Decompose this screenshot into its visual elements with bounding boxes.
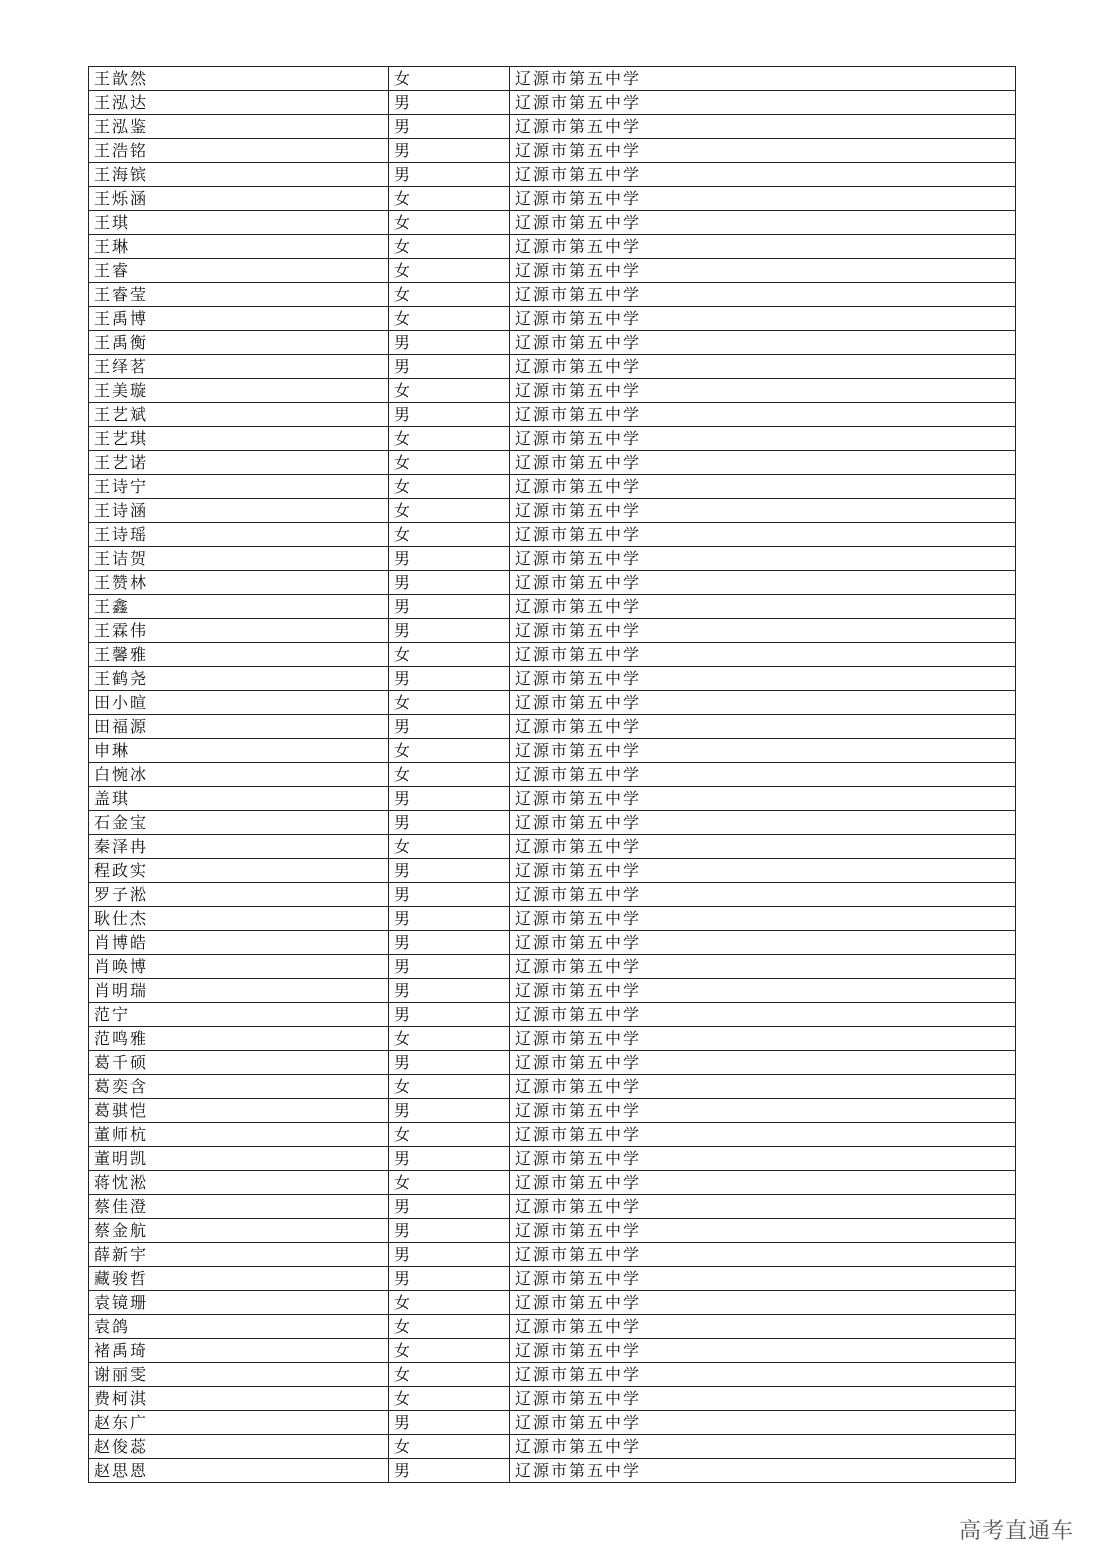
table-row: [89, 1387, 1016, 1411]
gender-cell: 男: [389, 1003, 510, 1027]
table-row: [89, 1459, 1016, 1483]
gender-cell: 女: [389, 1363, 510, 1387]
table-row: [89, 1243, 1016, 1267]
student-roster-table: [88, 66, 1016, 1483]
name-cell: 王鑫: [89, 595, 389, 619]
table-row: [89, 811, 1016, 835]
school-cell: 辽源市第五中学: [510, 619, 1016, 643]
gender-cell: 男: [389, 1243, 510, 1267]
table-row: [89, 187, 1016, 211]
table-row: [89, 355, 1016, 379]
name-cell: 程政实: [89, 859, 389, 883]
name-cell: 蒋忱淞: [89, 1171, 389, 1195]
table-row: [89, 1099, 1016, 1123]
school-cell: 辽源市第五中学: [510, 595, 1016, 619]
school-cell: 辽源市第五中学: [510, 1171, 1016, 1195]
table-row: [89, 595, 1016, 619]
gender-cell: 女: [389, 1123, 510, 1147]
name-cell: 赵俊蕊: [89, 1435, 389, 1459]
table-row: [89, 715, 1016, 739]
school-cell: 辽源市第五中学: [510, 307, 1016, 331]
school-cell: 辽源市第五中学: [510, 283, 1016, 307]
name-cell: 王鹤尧: [89, 667, 389, 691]
gender-cell: 女: [389, 283, 510, 307]
name-cell: 肖博皓: [89, 931, 389, 955]
school-cell: 辽源市第五中学: [510, 1339, 1016, 1363]
table-row: [89, 379, 1016, 403]
name-cell: 肖唤博: [89, 955, 389, 979]
table-row: [89, 547, 1016, 571]
school-cell: 辽源市第五中学: [510, 643, 1016, 667]
name-cell: 王睿: [89, 259, 389, 283]
watermark-text: 高考直通车: [958, 1519, 1074, 1544]
gender-cell: 女: [389, 67, 510, 91]
table-row: [89, 523, 1016, 547]
gender-cell: 男: [389, 115, 510, 139]
gender-cell: 男: [389, 547, 510, 571]
name-cell: 王艺琪: [89, 427, 389, 451]
school-cell: 辽源市第五中学: [510, 883, 1016, 907]
name-cell: 王赞林: [89, 571, 389, 595]
table-row: [89, 1363, 1016, 1387]
table-row: [89, 1003, 1016, 1027]
school-cell: 辽源市第五中学: [510, 811, 1016, 835]
school-cell: 辽源市第五中学: [510, 1243, 1016, 1267]
name-cell: 申琳: [89, 739, 389, 763]
table-row: [89, 115, 1016, 139]
table-row: [89, 139, 1016, 163]
school-cell: 辽源市第五中学: [510, 1411, 1016, 1435]
table-row: [89, 1147, 1016, 1171]
gender-cell: 男: [389, 1051, 510, 1075]
table-row: [89, 451, 1016, 475]
gender-cell: 女: [389, 475, 510, 499]
name-cell: 王琪: [89, 211, 389, 235]
name-cell: 薛新宇: [89, 1243, 389, 1267]
table-row: [89, 643, 1016, 667]
school-cell: 辽源市第五中学: [510, 1459, 1016, 1483]
school-cell: 辽源市第五中学: [510, 955, 1016, 979]
gender-cell: 男: [389, 907, 510, 931]
school-cell: 辽源市第五中学: [510, 115, 1016, 139]
school-cell: 辽源市第五中学: [510, 1315, 1016, 1339]
school-cell: 辽源市第五中学: [510, 1027, 1016, 1051]
gender-cell: 男: [389, 571, 510, 595]
school-cell: 辽源市第五中学: [510, 1435, 1016, 1459]
school-cell: 辽源市第五中学: [510, 1219, 1016, 1243]
table-row: [89, 1291, 1016, 1315]
school-cell: 辽源市第五中学: [510, 379, 1016, 403]
gender-cell: 女: [389, 259, 510, 283]
name-cell: 王禹衡: [89, 331, 389, 355]
table-row: [89, 787, 1016, 811]
name-cell: 王泓鉴: [89, 115, 389, 139]
table-row: [89, 691, 1016, 715]
school-cell: 辽源市第五中学: [510, 1291, 1016, 1315]
gender-cell: 男: [389, 355, 510, 379]
gender-cell: 女: [389, 187, 510, 211]
name-cell: 秦泽冉: [89, 835, 389, 859]
school-cell: 辽源市第五中学: [510, 547, 1016, 571]
school-cell: 辽源市第五中学: [510, 187, 1016, 211]
gender-cell: 男: [389, 1459, 510, 1483]
name-cell: 王泓达: [89, 91, 389, 115]
name-cell: 董明凯: [89, 1147, 389, 1171]
name-cell: 赵东广: [89, 1411, 389, 1435]
school-cell: 辽源市第五中学: [510, 1099, 1016, 1123]
school-cell: 辽源市第五中学: [510, 1003, 1016, 1027]
name-cell: 王艺诺: [89, 451, 389, 475]
school-cell: 辽源市第五中学: [510, 499, 1016, 523]
school-cell: 辽源市第五中学: [510, 355, 1016, 379]
name-cell: 葛千硕: [89, 1051, 389, 1075]
school-cell: 辽源市第五中学: [510, 331, 1016, 355]
gender-cell: 女: [389, 1315, 510, 1339]
school-cell: 辽源市第五中学: [510, 403, 1016, 427]
table-row: [89, 499, 1016, 523]
gender-cell: 女: [389, 835, 510, 859]
roster-body: [89, 67, 1016, 1483]
table-row: [89, 955, 1016, 979]
name-cell: 谢丽雯: [89, 1363, 389, 1387]
gender-cell: 男: [389, 1147, 510, 1171]
school-cell: 辽源市第五中学: [510, 907, 1016, 931]
gender-cell: 女: [389, 1339, 510, 1363]
school-cell: 辽源市第五中学: [510, 1147, 1016, 1171]
school-cell: 辽源市第五中学: [510, 211, 1016, 235]
table-row: [89, 1027, 1016, 1051]
name-cell: 王睿莹: [89, 283, 389, 307]
table-row: [89, 475, 1016, 499]
school-cell: 辽源市第五中学: [510, 67, 1016, 91]
table-row: [89, 283, 1016, 307]
name-cell: 赵思恩: [89, 1459, 389, 1483]
gender-cell: 女: [389, 451, 510, 475]
name-cell: 白惋冰: [89, 763, 389, 787]
school-cell: 辽源市第五中学: [510, 715, 1016, 739]
gender-cell: 男: [389, 787, 510, 811]
table-row: [89, 835, 1016, 859]
table-row: [89, 331, 1016, 355]
school-cell: 辽源市第五中学: [510, 451, 1016, 475]
gender-cell: 男: [389, 667, 510, 691]
name-cell: 葛奕含: [89, 1075, 389, 1099]
name-cell: 王霖伟: [89, 619, 389, 643]
name-cell: 王馨雅: [89, 643, 389, 667]
school-cell: 辽源市第五中学: [510, 139, 1016, 163]
gender-cell: 女: [389, 1171, 510, 1195]
table-row: [89, 1051, 1016, 1075]
table-row: [89, 979, 1016, 1003]
table-row: [89, 1411, 1016, 1435]
name-cell: 王美璇: [89, 379, 389, 403]
gender-cell: 女: [389, 1387, 510, 1411]
table-row: [89, 1315, 1016, 1339]
school-cell: 辽源市第五中学: [510, 523, 1016, 547]
name-cell: 王诘贺: [89, 547, 389, 571]
gender-cell: 男: [389, 715, 510, 739]
gender-cell: 女: [389, 427, 510, 451]
gender-cell: 男: [389, 139, 510, 163]
table-row: [89, 1435, 1016, 1459]
table-row: [89, 67, 1016, 91]
gender-cell: 女: [389, 379, 510, 403]
school-cell: 辽源市第五中学: [510, 763, 1016, 787]
table-row: [89, 91, 1016, 115]
table-row: [89, 667, 1016, 691]
school-cell: 辽源市第五中学: [510, 1267, 1016, 1291]
school-cell: 辽源市第五中学: [510, 979, 1016, 1003]
gender-cell: 男: [389, 619, 510, 643]
gender-cell: 男: [389, 403, 510, 427]
name-cell: 王浩铭: [89, 139, 389, 163]
school-cell: 辽源市第五中学: [510, 475, 1016, 499]
name-cell: 王海镔: [89, 163, 389, 187]
table-row: [89, 619, 1016, 643]
name-cell: 肖明瑞: [89, 979, 389, 1003]
name-cell: 费柯淇: [89, 1387, 389, 1411]
gender-cell: 女: [389, 643, 510, 667]
school-cell: 辽源市第五中学: [510, 1387, 1016, 1411]
school-cell: 辽源市第五中学: [510, 667, 1016, 691]
table-row: [89, 1219, 1016, 1243]
name-cell: 袁鸽: [89, 1315, 389, 1339]
name-cell: 王歆然: [89, 67, 389, 91]
name-cell: 王诗涵: [89, 499, 389, 523]
gender-cell: 男: [389, 859, 510, 883]
gender-cell: 男: [389, 163, 510, 187]
gender-cell: 男: [389, 1411, 510, 1435]
gender-cell: 女: [389, 211, 510, 235]
name-cell: 蔡金航: [89, 1219, 389, 1243]
gender-cell: 男: [389, 1219, 510, 1243]
name-cell: 盖琪: [89, 787, 389, 811]
name-cell: 袁镜珊: [89, 1291, 389, 1315]
name-cell: 王绎茗: [89, 355, 389, 379]
school-cell: 辽源市第五中学: [510, 691, 1016, 715]
gender-cell: 男: [389, 1099, 510, 1123]
gender-cell: 女: [389, 763, 510, 787]
name-cell: 王诗瑶: [89, 523, 389, 547]
name-cell: 王琳: [89, 235, 389, 259]
school-cell: 辽源市第五中学: [510, 1195, 1016, 1219]
table-row: [89, 1123, 1016, 1147]
school-cell: 辽源市第五中学: [510, 427, 1016, 451]
table-row: [89, 1195, 1016, 1219]
school-cell: 辽源市第五中学: [510, 835, 1016, 859]
gender-cell: 男: [389, 955, 510, 979]
table-row: [89, 259, 1016, 283]
gender-cell: 男: [389, 979, 510, 1003]
gender-cell: 男: [389, 595, 510, 619]
name-cell: 王艺斌: [89, 403, 389, 427]
name-cell: 石金宝: [89, 811, 389, 835]
table-row: [89, 1171, 1016, 1195]
school-cell: 辽源市第五中学: [510, 163, 1016, 187]
table-row: [89, 1339, 1016, 1363]
school-cell: 辽源市第五中学: [510, 1363, 1016, 1387]
name-cell: 王禹博: [89, 307, 389, 331]
gender-cell: 女: [389, 1435, 510, 1459]
gender-cell: 女: [389, 235, 510, 259]
name-cell: 王诗宁: [89, 475, 389, 499]
name-cell: 蔡佳澄: [89, 1195, 389, 1219]
gender-cell: 男: [389, 883, 510, 907]
name-cell: 藏骏哲: [89, 1267, 389, 1291]
school-cell: 辽源市第五中学: [510, 859, 1016, 883]
gender-cell: 女: [389, 307, 510, 331]
school-cell: 辽源市第五中学: [510, 739, 1016, 763]
gender-cell: 女: [389, 1075, 510, 1099]
gender-cell: 男: [389, 931, 510, 955]
name-cell: 范宁: [89, 1003, 389, 1027]
table-row: [89, 883, 1016, 907]
table-row: [89, 235, 1016, 259]
name-cell: 田福源: [89, 715, 389, 739]
school-cell: 辽源市第五中学: [510, 1123, 1016, 1147]
name-cell: 耿仕杰: [89, 907, 389, 931]
gender-cell: 女: [389, 1291, 510, 1315]
table-row: [89, 211, 1016, 235]
school-cell: 辽源市第五中学: [510, 1075, 1016, 1099]
table-row: [89, 763, 1016, 787]
table-row: [89, 571, 1016, 595]
gender-cell: 男: [389, 91, 510, 115]
table-row: [89, 403, 1016, 427]
table-row: [89, 907, 1016, 931]
gender-cell: 男: [389, 1195, 510, 1219]
school-cell: 辽源市第五中学: [510, 931, 1016, 955]
gender-cell: 女: [389, 1027, 510, 1051]
table-row: [89, 1267, 1016, 1291]
name-cell: 葛骐恺: [89, 1099, 389, 1123]
school-cell: 辽源市第五中学: [510, 91, 1016, 115]
school-cell: 辽源市第五中学: [510, 571, 1016, 595]
gender-cell: 女: [389, 739, 510, 763]
school-cell: 辽源市第五中学: [510, 235, 1016, 259]
table-row: [89, 739, 1016, 763]
table-row: [89, 307, 1016, 331]
name-cell: 田小暄: [89, 691, 389, 715]
gender-cell: 男: [389, 331, 510, 355]
name-cell: 董师杭: [89, 1123, 389, 1147]
table-row: [89, 1075, 1016, 1099]
name-cell: 王烁涵: [89, 187, 389, 211]
gender-cell: 女: [389, 499, 510, 523]
table-row: [89, 859, 1016, 883]
gender-cell: 女: [389, 523, 510, 547]
name-cell: 褚禹琦: [89, 1339, 389, 1363]
name-cell: 罗子淞: [89, 883, 389, 907]
table-row: [89, 163, 1016, 187]
gender-cell: 女: [389, 691, 510, 715]
school-cell: 辽源市第五中学: [510, 787, 1016, 811]
table-row: [89, 931, 1016, 955]
school-cell: 辽源市第五中学: [510, 1051, 1016, 1075]
table-row: [89, 427, 1016, 451]
school-cell: 辽源市第五中学: [510, 259, 1016, 283]
name-cell: 范鸣雅: [89, 1027, 389, 1051]
gender-cell: 男: [389, 811, 510, 835]
gender-cell: 男: [389, 1267, 510, 1291]
